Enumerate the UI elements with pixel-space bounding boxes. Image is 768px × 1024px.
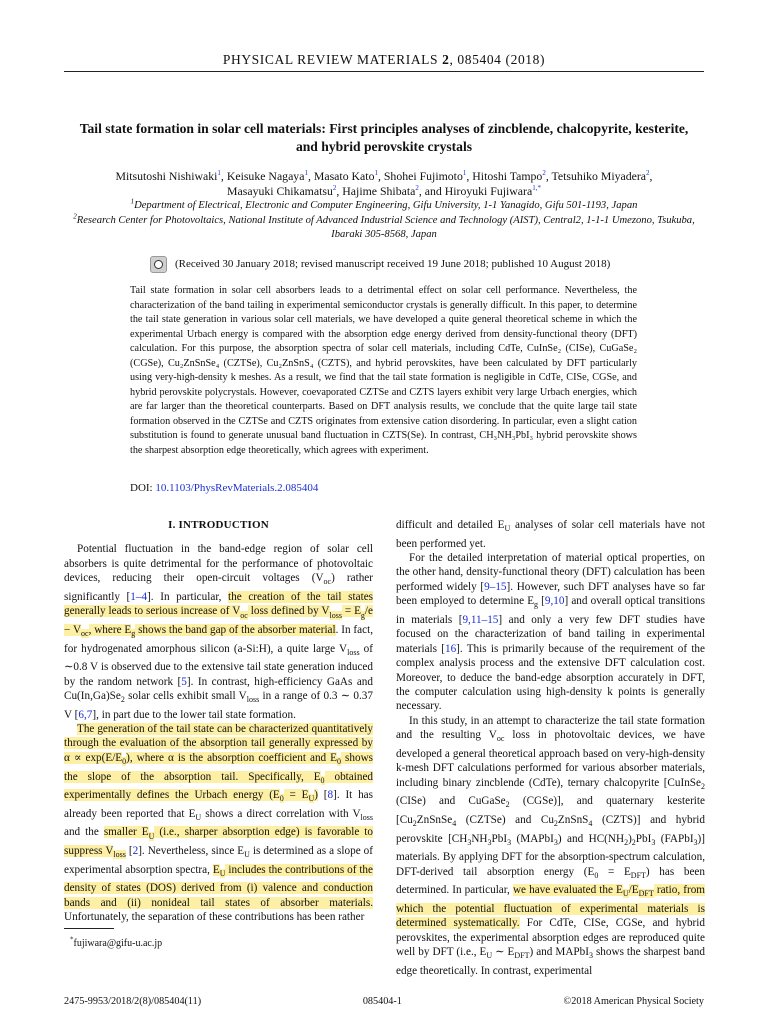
author-affiliation-mark[interactable]: 1 [304, 169, 308, 178]
received-text: (Received 30 January 2018; revised manuscript received 19 June 2018; published 10 August 2018) [175, 258, 611, 270]
citation-link[interactable]: 9–15 [484, 580, 507, 593]
paper-title: Tail state formation in solar cell materials: First principles analyses of zincblende, chalcopyrite, kesterite, and hybrid perovskite crystals [79, 121, 689, 154]
citation-link[interactable]: 8 [327, 789, 334, 802]
affiliation-2: $^2$Research Center for Photovoltaics, National Institute of Advanced Industrial Science and Technology (AIST), Central2, 1-1-1 Umezono, Tsukuba, Ibaraki 305-8568, Japan [73, 211, 695, 240]
abstract: Tail state formation in solar cell absorbers leads to a detrimental effect on solar cell performance. Nevertheless, the characterization of the band tailing in experimental semiconductor crystals is generally difficult. In this paper, to determine the tail state generation in various solar cell materials, we have developed a quite general theoretical scheme in which the experimental Urbach energy is compared with the absorption edge energy derived from density-functional theory (DFT) calculation. For this purpose, the absorption spectra of solar cell materials, including CdTe, CuInSe₂ (CISe), CuGaSe₂ (CGSe), Cu₂ZnSnSe₄ (CZTSe), Cu₂ZnSnS₄ (CZTS), and hybrid perovskites, have been calculated by DFT particularly using very-high-density k meshes. As a result, we find that the tail state formation is negligible in CdTe, CISe, CGSe, and hybrid perovskite polycrystals. However, coevaporated CZTSe and CZTS layers exhibit very large Urbach energies, which are far larger than the theoretical counterparts. Based on DFT analysis results, we conclude that the quite large tail state formation observed in the CZTSe and CZTS originates from extensive cation disordering. In particular, even a slight cation substitution is found to generate unusual band fluctuation in CZTS(Se). In contrast, CH₃NH₃PbI₃ hybrid perovskite shows the sharpest absorption edge theoretically, which agrees with experiment. [130, 285, 637, 456]
citation-link[interactable]: 1–4 [130, 590, 148, 603]
doi-link[interactable]: 10.1103/PhysRevMaterials.2.085404 [155, 482, 319, 494]
page-footer [64, 996, 704, 1007]
author-affiliation-mark[interactable]: 1,* [532, 184, 541, 193]
author-affiliation-mark[interactable]: 2 [646, 169, 650, 178]
author-name: Keisuke Nagaya [226, 169, 305, 183]
footer-copyright: ©2018 American Physical Society [563, 996, 704, 1007]
check-for-updates-icon[interactable] [150, 256, 167, 273]
citation-link[interactable]: 9,11–15 [462, 613, 499, 626]
header-rule [64, 71, 704, 72]
author-affiliation-mark[interactable]: 1 [462, 169, 467, 178]
author-name: Hitoshi Tampo [472, 169, 543, 183]
footnote: *fujiwara@gifu-u.ac.jp [70, 935, 163, 949]
author-affiliation-mark[interactable]: 1 [374, 169, 378, 178]
author-affiliation-mark[interactable]: 2 [415, 184, 419, 193]
author-name: Mitsutoshi Nishiwaki [115, 169, 218, 183]
received-dates [150, 256, 650, 272]
citation-link[interactable]: 16 [444, 642, 457, 655]
affiliation-1: $^1$Department of Electrical, Electronic and Computer Engineering, Gifu University, 1-1 Yanagido, Gifu 501-1193, Japan [130, 197, 638, 211]
citation-link[interactable]: 6,7 [78, 708, 93, 721]
author-affiliation-mark[interactable]: 1 [217, 169, 221, 178]
author-name: Shohei Fujimoto [383, 169, 463, 183]
author-name: Tetsuhiko Miyadera [551, 169, 647, 183]
journal-volume: 2 [442, 52, 450, 67]
author-name: Hajime Shibata [342, 184, 416, 198]
author-name: Masato Kato [313, 169, 375, 183]
left-column [64, 518, 373, 925]
author-affiliation-mark[interactable]: 2 [542, 169, 546, 178]
paragraph: In this study, in an attempt to characterize the tail state formation and the resulting $V_{oc}$ loss in photovoltaic devices, we have developed a general theoretical approach based on very-high-density k-mesh DFT calculations performed for various absorber materials, including binary zincblende (CdTe), ternary chalcopyrite [CuInSe$_2$ (CISe) and CuGaSe$_2$ (CGSe)], and quaternary kesterite [$Cu_2ZnSnSe_4$ (CZTSe) and $Cu_2ZnSnS_4$ (CZTS)] and hybrid perovskite [$CH_3NH_3PbI_3$ (MAPbI$_3$) and $HC(NH_2)_2PbI_3$ (FAPbI$_3$)] materials. By applying DFT for the absorption-spectrum calculation, DFT-derived tail absorption energy $(E_0 = E_{DFT})$ has been determined. In particular, we have evaluated the $E_U/E_{DFT}$ ratio, from which the potential fluctuation of experimental materials is determined systematically. For CdTe, CISe, CGSe, and hybrid perovskites, the experimental absorption edges are reproduced quite well by DFT (i.e., $E_U$ ∼ $E_{DFT}$) and MAPbI$_3$ shows the sharpest band edge theoretically. In contrast, experimental [396, 714, 705, 977]
footer-issn: 2475-9953/2018/2(8)/085404(11) [64, 996, 202, 1007]
doi-label: DOI: [130, 482, 153, 494]
author-list: Mitsutoshi Nishiwaki$^1$, Keisuke Nagaya$^1$, Masato Kato$^1$, Shohei Fujimoto$^1$, Hitoshi Tampo$^2$, Tetsuhiko Miyadera$^2$, Masayuki Chikamatsu$^2$, Hajime Shibata$^2$, and Hiroyuki Fujiwara$^{1,*}$ [115, 169, 653, 198]
footer-page-number: 085404-1 [362, 996, 402, 1007]
journal-name: PHYSICAL REVIEW MATERIALS [222, 52, 439, 67]
section-heading: I. INTRODUCTION [168, 519, 269, 531]
doi-line [130, 482, 318, 494]
paragraph: The generation of the tail state can be characterized quantitatively through the evaluation of the absorption tail generally expressed by $\alpha \propto \exp(E/E_0)$, where α is the absorption coefficient and $E_0$ shows the slope of the absorption tail. Specifically, $E_0$ obtained experimentally defines the Urbach energy $(E_0 = E_U)$ [8]. It has already been reported that $E_U$ shows a direct correlation with $V_{loss}$ and the smaller $E_U$ (i.e., sharper absorption edge) is favorable to suppress $V_{loss}$ [2]. Nevertheless, since $E_U$ is determined as a slope of experimental absorption spectra, $E_U$ includes the contributions of the density of states (DOS) derived from (i) valence and conduction bands and (ii) nonideal tail states of absorber materials. Unfortunately, the separation of these contributions has been rather [64, 723, 374, 924]
paragraph: difficult and detailed $E_U$ analyses of solar cell materials have not been performed yet. [396, 519, 705, 550]
journal-header [64, 52, 704, 68]
paragraph: For the detailed interpretation of material optical properties, on the other hand, density-functional theory (DFT) calculation has been performed widely [9–15]. However, such DFT analyses have so far been employed to determine $E_g$ [9,10] and overall optical transitions in materials [9,11–15] and only a very few DFT studies have focused on the characterization of band tailing in experimental materials [16]. This is primarily because of the requirement of the complex analysis process and the extensive DFT calculation cost. Moreover, to deduce the band-edge absorption accurately in DFT, the computer calculation using high-density k points is generally necessary. [396, 552, 705, 713]
paragraph: Potential fluctuation in the band-edge region of solar cell absorbers is quite detrimental for the performance of photovoltaic devices, reducing their open-circuit voltages $(V_{oc})$ rather significantly [1–4]. In particular, the creation of the tail states generally leads to serious increase of $V_{oc}$ loss defined by $V_{loss} = E_g/e - V_{oc}$, where $E_g$ shows the band gap of the absorber material. In fact, for hydrogenated amorphous silicon (a-Si:H), a quite large $V_{loss}$ of ∼0.8 V is observed due to the extensive tail state generation induced by the random network [5]. In contrast, high-efficiency GaAs and $Cu(In,Ga)Se_2$ solar cells exhibit small $V_{loss}$ in a range of 0.3 ∼ 0.37 V [6,7], in part due to the lower tail state formation. [64, 543, 374, 721]
author-affiliation-mark[interactable]: 2 [332, 184, 337, 193]
citation-link[interactable]: 9,10 [544, 595, 565, 608]
affiliations [70, 199, 698, 243]
author-name: and Hiroyuki Fujiwara [424, 184, 533, 198]
author-name: Masayuki Chikamatsu [227, 184, 333, 198]
article-info: , 085404 (2018) [449, 52, 546, 67]
right-column [396, 518, 705, 978]
citation-link[interactable]: 5 [181, 675, 187, 688]
citation-link[interactable]: 2 [132, 845, 139, 858]
footnote-email[interactable]: fujiwara@gifu-u.ac.jp [73, 938, 163, 949]
footnote-rule [64, 928, 114, 929]
